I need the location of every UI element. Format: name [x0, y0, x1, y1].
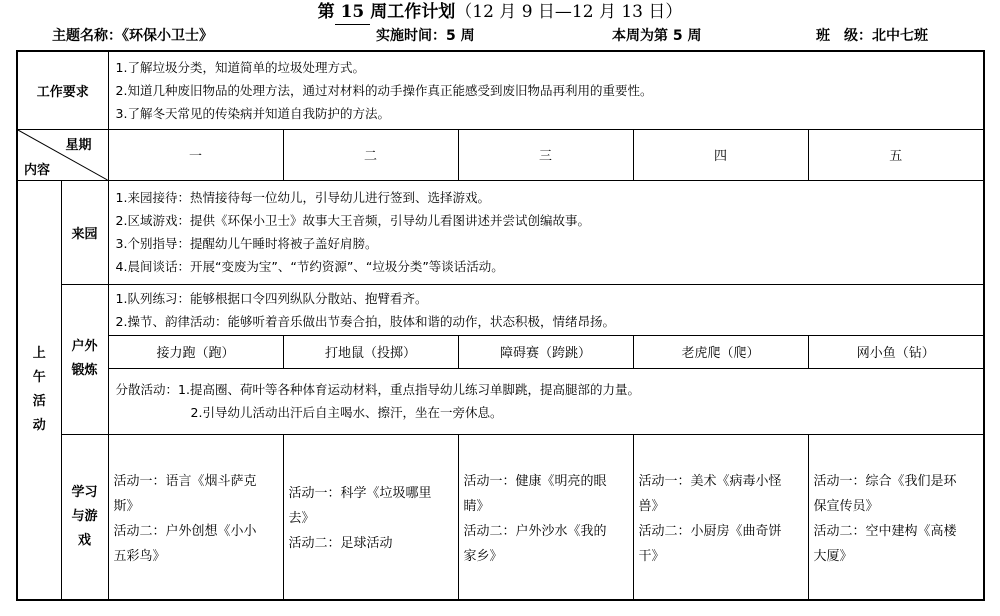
- learning-monday: 活动一：语言《烟斗萨克 斯》 活动二：户外创想《小小 五彩鸟》: [108, 434, 283, 600]
- diagonal-header-cell: [17, 129, 108, 180]
- learning-wednesday: 活动一：健康《明亮的眼 睛》 活动二：户外沙水《我的 家乡》: [458, 434, 633, 600]
- outdoor-exercise-label: 户外 锻炼: [61, 284, 108, 434]
- arrival-item: 3.个别指导：提醒幼儿午睡时将被子盖好肩膀。: [115, 236, 378, 251]
- game-tuesday: 打地鼠（投掷）: [283, 335, 458, 368]
- learning-games-label: 学习 与游 戏: [61, 434, 108, 600]
- game-monday: 接力跑（跑）: [108, 335, 283, 368]
- class-info: [816, 25, 928, 47]
- header-row: [17, 129, 984, 180]
- weekly-plan-table: [16, 50, 985, 601]
- title-dates: （12 月 9 日—12 月 13 日）: [455, 2, 683, 22]
- day-tuesday: 二: [283, 129, 458, 180]
- learning-row: [17, 434, 984, 600]
- document-title: [0, 0, 1000, 26]
- arrival-item: 1.来园接待：热情接待每一位幼儿，引导幼儿进行签到、选择游戏。: [115, 190, 490, 205]
- title-prefix: 第: [317, 2, 335, 22]
- learning-friday: 活动一：综合《我们是环 保宣传员》 活动二：空中建构《高楼 大厦》: [808, 434, 984, 600]
- game-friday: 网小鱼（钻）: [808, 335, 984, 368]
- requirement-item: 3.了解冬天常见的传染病并知道自我防护的方法。: [115, 105, 390, 121]
- outdoor-item: 1.队列练习：能够根据口令四列纵队分散站、抱臂看齐。: [115, 290, 428, 306]
- learning-thursday: 活动一：美术《病毒小怪 兽》 活动二：小厨房《曲奇饼 干》: [633, 434, 808, 600]
- content-label: 内容: [24, 162, 51, 178]
- day-thursday: 四: [633, 129, 808, 180]
- theme-name: 主题名称：《环保小卫士》: [52, 28, 213, 44]
- requirements-row: [17, 51, 984, 129]
- scatter-activity: [108, 368, 984, 434]
- implementation-time: 实施时间：5 周: [376, 28, 475, 44]
- arrival-item: 2.区域游戏：提供《环保小卫士》故事大王音频，引导幼儿看图讲述并尝试创编故事。: [115, 213, 590, 228]
- outdoor-items-row: [17, 284, 984, 335]
- day-friday: 五: [808, 129, 984, 180]
- arrival-list: [108, 180, 984, 284]
- game-thursday: 老虎爬（爬）: [633, 335, 808, 368]
- arrival-row: [17, 180, 984, 284]
- arrival-item: 4.晨间谈话：开展“变废为宝”、“节约资源”、“垃圾分类”等谈话活动。: [115, 259, 504, 274]
- day-monday: 一: [108, 129, 283, 180]
- week-number: 15: [335, 0, 371, 25]
- outdoor-games-row: [17, 335, 984, 368]
- day-wednesday: 三: [458, 129, 633, 180]
- current-week: 本周为第 5 周: [612, 28, 702, 44]
- morning-activities-label: 上 午 活 动: [17, 180, 61, 600]
- requirement-item: 1.了解垃圾分类，知道简单的垃圾处理方式。: [115, 59, 365, 75]
- outdoor-list: [108, 284, 984, 335]
- outdoor-item: 2.操节、韵律活动：能够听着音乐做出节奏合拍，肢体和谐的动作，状态积极，情绪昂扬。: [115, 313, 615, 329]
- scatter-item: 2.引导幼儿活动出汗后自主喝水、擦汗，坐在一旁休息。: [190, 405, 503, 420]
- learning-tuesday: 活动一：科学《垃圾哪里 去》 活动二：足球活动: [283, 434, 458, 600]
- week-label: 星期: [65, 137, 92, 153]
- requirement-item: 2.知道几种废旧物品的处理方法，通过对材料的动手操作真正能感受到废旧物品再利用的重要性。: [115, 82, 653, 98]
- game-wednesday: 障碍赛（跨跳）: [458, 335, 633, 368]
- class-label: 班 级：: [816, 28, 872, 44]
- class-value: 北中七班: [872, 28, 928, 44]
- requirements-list: [108, 51, 984, 129]
- requirements-label: 工作要求: [17, 51, 108, 129]
- scatter-activity-row: [17, 368, 984, 434]
- scatter-item: 分散活动：1.提高圈、荷叶等各种体育运动材料，重点指导幼儿练习单脚跳，提高腿部的力量。: [115, 382, 640, 397]
- title-suffix: 周工作计划: [370, 2, 456, 22]
- arrival-label: 来园: [61, 180, 108, 284]
